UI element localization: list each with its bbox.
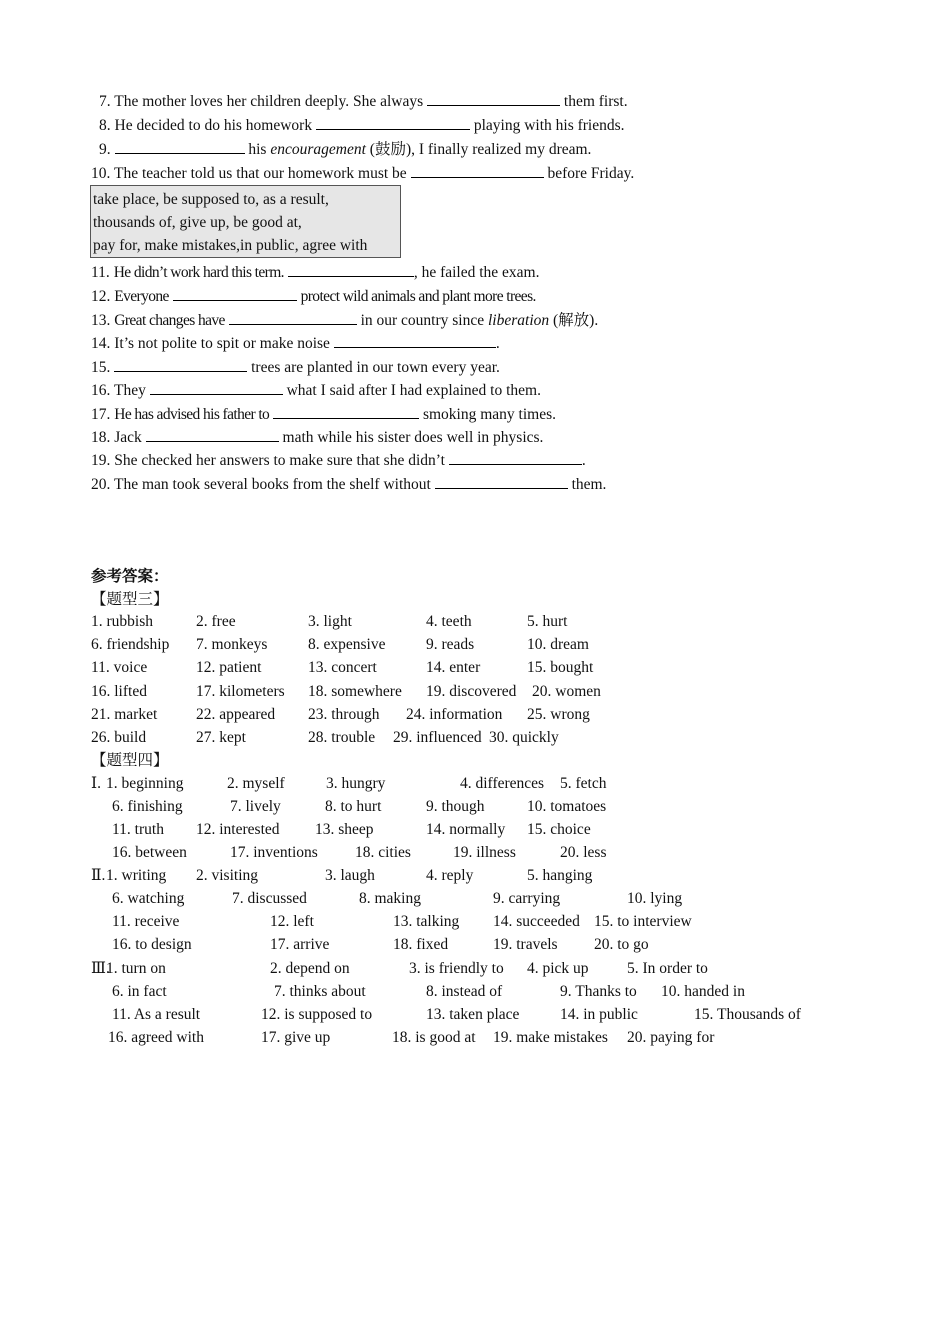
question-number: 17. xyxy=(91,406,111,423)
answer-item: 2. myself xyxy=(227,775,285,792)
question-text: before Friday. xyxy=(547,165,635,182)
answer-item: 4. differences xyxy=(460,775,545,792)
answer-item: 7. thinks about xyxy=(274,983,366,1001)
question-12 xyxy=(91,286,536,306)
answer-item: 18. fixed xyxy=(393,936,449,954)
question-text: The mother loves her children deeply. She always xyxy=(114,93,424,110)
answer-item: 2. depend on xyxy=(270,960,350,977)
question-text: what I said after I had explained to them. xyxy=(286,382,541,399)
answer-item: 18. cities xyxy=(355,844,411,862)
answer-item: 15. choice xyxy=(527,821,591,839)
question-11 xyxy=(91,262,540,282)
question-number: 10. xyxy=(91,165,111,182)
question-text: He has advised his father to xyxy=(114,406,270,423)
question-text: He decided to do his homework xyxy=(114,117,313,134)
answer-item: 2. free xyxy=(196,613,236,630)
question-20 xyxy=(91,474,606,494)
question-text: , he failed the exam. xyxy=(413,264,540,281)
answer-item: 9. though xyxy=(426,798,485,816)
answer-item: 23. through xyxy=(308,705,380,723)
question-number: 9. xyxy=(99,141,111,158)
answer-item: 18. is good at xyxy=(392,1029,476,1047)
question-text-italic: encouragement xyxy=(270,141,366,158)
answer-item: 4. pick up xyxy=(527,960,589,977)
answer-item: 15. to interview xyxy=(594,913,692,931)
answer-item: 4. teeth xyxy=(426,613,472,630)
answer-item: 3. is friendly to xyxy=(409,960,504,977)
question-text: . xyxy=(581,452,586,469)
question-number: 20. xyxy=(91,476,111,493)
question-text: They xyxy=(113,382,146,399)
answer-item: 13. sheep xyxy=(315,821,374,839)
question-text: smoking many times. xyxy=(422,406,556,423)
answer-item: 17. inventions xyxy=(230,844,318,862)
question-number: 19. xyxy=(91,452,111,469)
question-number: 8. xyxy=(99,117,111,134)
answer-item: 20. less xyxy=(560,844,607,862)
answer-item: 20. to go xyxy=(594,936,649,954)
question-text: trees are planted in our town every year. xyxy=(251,359,500,376)
question-number: 7. xyxy=(99,93,111,110)
question-15 xyxy=(91,357,500,377)
answer-item: 11. truth xyxy=(112,821,164,839)
question-number: 14. xyxy=(91,335,111,352)
answer-item: 8. expensive xyxy=(308,636,386,654)
answer-item: 2. visiting xyxy=(196,867,259,884)
answer-blank[interactable] xyxy=(173,286,297,301)
question-number: 11. xyxy=(91,264,110,281)
question-text: in our country since xyxy=(360,312,485,329)
answer-key-title: 参考答案： xyxy=(91,568,169,585)
answer-item: 10. lying xyxy=(627,890,683,908)
question-text: them. xyxy=(571,476,607,493)
answer-item: 12. patient xyxy=(196,659,262,677)
answer-blank[interactable] xyxy=(334,333,496,348)
answer-item: 6. watching xyxy=(112,890,185,908)
answer-item: 5. hurt xyxy=(527,613,568,630)
section-3-heading: 【题型三】 xyxy=(91,591,169,608)
answer-item: 14. normally xyxy=(426,821,506,839)
part-2-label: Ⅱ. xyxy=(91,867,106,884)
phrase-box xyxy=(90,185,401,258)
answer-item: 8. to hurt xyxy=(325,798,382,816)
answer-item: 6. finishing xyxy=(112,798,183,816)
part-1-label: Ⅰ. xyxy=(91,775,101,792)
question-text: Jack xyxy=(114,429,142,446)
question-text: She checked her answers to make sure that she didn’t xyxy=(114,452,445,469)
answer-item: 9. carrying xyxy=(493,890,561,908)
question-text: It’s not polite to spit or make noise xyxy=(114,335,330,352)
question-number: 12. xyxy=(91,288,111,305)
answer-item: 26. build xyxy=(91,729,147,746)
answer-item: 5. In order to xyxy=(627,960,708,977)
answer-item: 28. trouble xyxy=(308,729,376,746)
answer-item: 19. illness xyxy=(453,844,516,862)
chinese-gloss: (鼓励) xyxy=(369,141,412,158)
answer-item: 17. arrive xyxy=(270,936,330,954)
answer-item: 17. give up xyxy=(261,1029,331,1047)
answer-item: 8. making xyxy=(359,890,421,908)
answer-item: 24. information xyxy=(406,705,503,723)
question-number: 15. xyxy=(91,359,111,376)
question-number: 13. xyxy=(91,312,111,329)
answer-item: 1. writing xyxy=(106,867,167,884)
answer-blank[interactable] xyxy=(114,357,247,372)
answer-item: 10. tomatoes xyxy=(527,798,607,816)
answer-item: 27. kept xyxy=(196,729,246,746)
answer-item: 6. friendship xyxy=(91,636,170,654)
answer-item: 6. in fact xyxy=(112,983,167,1001)
question-text: He didn’t work hard this term. xyxy=(113,264,284,281)
answer-item: 10. handed in xyxy=(661,983,745,1001)
answer-item: 3. light xyxy=(308,613,352,630)
phrase-line: pay for, make mistakes,in public, agree with xyxy=(93,237,368,254)
question-text: them first. xyxy=(563,93,628,110)
question-text: Everyone xyxy=(114,288,169,305)
answer-blank[interactable] xyxy=(427,91,560,106)
phrase-line: take place, be supposed to, as a result, xyxy=(93,191,329,208)
answer-item: 17. kilometers xyxy=(196,682,285,700)
answer-item: 13. talking xyxy=(393,913,460,931)
question-text: his xyxy=(248,141,267,158)
answer-blank[interactable] xyxy=(435,474,568,489)
answer-item: 3. hungry xyxy=(326,775,386,792)
answer-blank[interactable] xyxy=(146,427,279,442)
question-16 xyxy=(91,380,541,400)
answer-item: 1. turn on xyxy=(106,960,166,977)
answer-item: 5. hanging xyxy=(527,867,593,884)
question-text: , I finally realized my dream. xyxy=(411,141,592,158)
answer-item: 25. wrong xyxy=(527,705,590,723)
answer-item: 20. women xyxy=(532,682,601,700)
answer-item: 19. discovered xyxy=(426,682,517,700)
answer-blank[interactable] xyxy=(411,163,544,178)
phrase-line: thousands of, give up, be good at, xyxy=(93,214,302,231)
question-18 xyxy=(91,427,543,447)
question-14 xyxy=(91,333,500,353)
part-3-label: Ⅲ. xyxy=(91,960,110,977)
question-8 xyxy=(99,115,625,135)
question-text: The man took several books from the shelf without xyxy=(113,476,431,493)
answer-item: 1. beginning xyxy=(106,775,184,792)
question-text: Great changes have xyxy=(114,312,225,329)
answer-item: 7. discussed xyxy=(232,890,307,908)
answer-item: 19. travels xyxy=(493,936,558,954)
answer-item: 19. make mistakes xyxy=(493,1029,608,1047)
question-10 xyxy=(91,163,634,183)
answer-item: 9. Thanks to xyxy=(560,983,637,1001)
question-7 xyxy=(99,91,628,111)
answer-item: 15. Thousands of xyxy=(694,1006,801,1024)
answer-item: 11. As a result xyxy=(112,1006,201,1024)
answer-item: 7. lively xyxy=(230,798,281,816)
answer-item: 13. taken place xyxy=(426,1006,520,1024)
answer-item: 7. monkeys xyxy=(196,636,268,654)
question-text: . xyxy=(495,335,500,352)
answer-item: 10. dream xyxy=(527,636,589,654)
answer-item: 22. appeared xyxy=(196,705,276,723)
question-text: The teacher told us that our homework must be xyxy=(113,165,407,182)
answer-item: 8. instead of xyxy=(426,983,503,1001)
question-text: playing with his friends. xyxy=(473,117,625,134)
answer-blank[interactable] xyxy=(316,115,470,130)
answer-item: 12. interested xyxy=(196,821,280,839)
answer-item: 3. laugh xyxy=(325,867,375,884)
answer-item: 20. paying for xyxy=(627,1029,715,1047)
answer-item: 11. voice xyxy=(91,659,148,677)
answer-item: 16. lifted xyxy=(91,682,147,700)
question-text: math while his sister does well in physics. xyxy=(282,429,544,446)
question-19 xyxy=(91,450,586,470)
answer-item: 16. between xyxy=(112,844,187,862)
answer-item: 4. reply xyxy=(426,867,474,884)
answer-item: 1. rubbish xyxy=(91,613,153,630)
answer-item: 14. in public xyxy=(560,1006,638,1024)
answer-item: 9. reads xyxy=(426,636,475,654)
answer-blank[interactable] xyxy=(229,310,357,325)
answer-item: 11. receive xyxy=(112,913,180,931)
answer-item: 14. enter xyxy=(426,659,481,677)
question-9 xyxy=(99,139,591,159)
question-13 xyxy=(91,310,598,330)
answer-blank[interactable] xyxy=(273,404,419,419)
answer-item: 29. influenced xyxy=(393,729,482,746)
question-number: 16. xyxy=(91,382,111,399)
section-4-heading: 【题型四】 xyxy=(91,752,169,769)
question-17 xyxy=(91,404,556,424)
answer-item: 13. concert xyxy=(308,659,377,677)
answer-item: 12. left xyxy=(270,913,314,931)
question-text: protect wild animals and plant more trees. xyxy=(300,288,536,305)
answer-item: 15. bought xyxy=(527,659,594,677)
answer-item: 12. is supposed to xyxy=(261,1006,373,1024)
answer-blank[interactable] xyxy=(449,450,582,465)
answer-item: 14. succeeded xyxy=(493,913,580,931)
answer-item: 21. market xyxy=(91,705,158,723)
question-number: 18. xyxy=(91,429,111,446)
chinese-gloss: (解放). xyxy=(553,312,599,329)
answer-blank[interactable] xyxy=(288,262,414,277)
question-text-italic: liberation xyxy=(487,312,550,329)
answer-item: 18. somewhere xyxy=(308,682,402,700)
answer-item: 16. agreed with xyxy=(108,1029,204,1047)
answer-item: 5. fetch xyxy=(560,775,607,792)
answer-blank[interactable] xyxy=(115,139,245,154)
answer-item: 16. to design xyxy=(112,936,192,954)
answer-blank[interactable] xyxy=(150,380,283,395)
answer-item: 30. quickly xyxy=(489,729,559,746)
